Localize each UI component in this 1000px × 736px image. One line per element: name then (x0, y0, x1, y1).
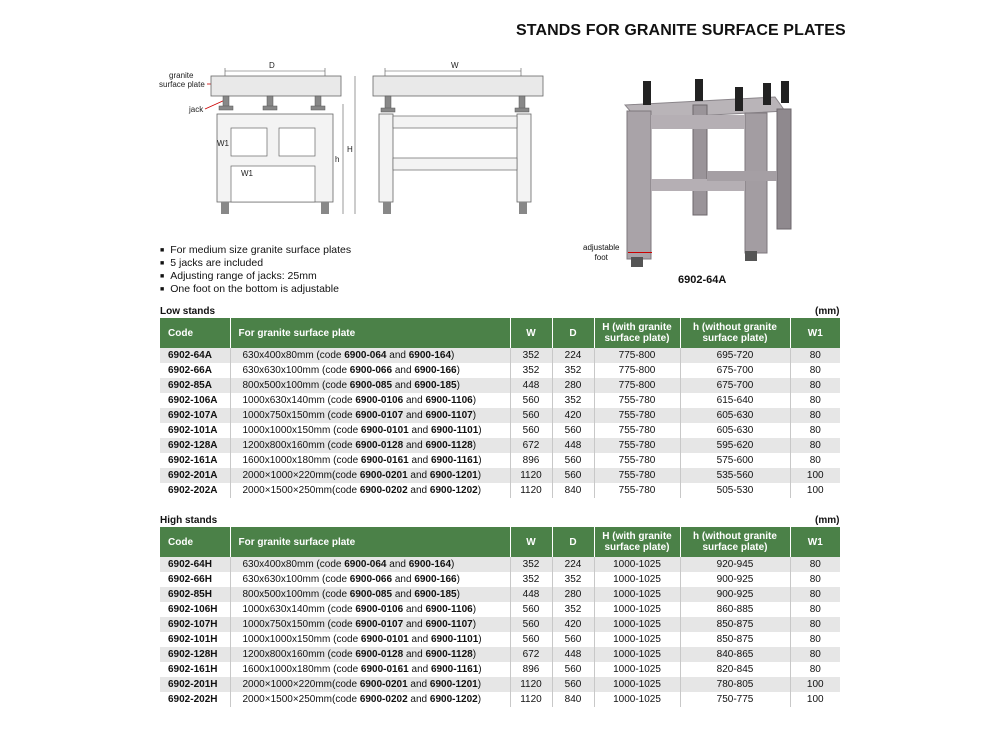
cell-H: 775-800 (594, 348, 680, 363)
table-row (160, 423, 840, 438)
cell-code: 6902-64H (160, 557, 230, 572)
table-row (160, 348, 840, 363)
cell-H: 1000-1025 (594, 662, 680, 677)
surface-plate-label: surface plate (159, 80, 205, 89)
col-d: D (552, 527, 594, 557)
cell-code: 6902-161H (160, 662, 230, 677)
cell-h: 505-530 (680, 483, 790, 498)
cell-plate: 2000×1500×250mm(code 6900-0202 and 6900-1202) (230, 692, 510, 707)
dim-h-label: h (335, 155, 340, 164)
cell-w1: 80 (790, 662, 840, 677)
jack-label: jack (189, 105, 204, 114)
cell-h: 595-620 (680, 438, 790, 453)
cell-w: 1120 (510, 692, 552, 707)
cell-w: 560 (510, 408, 552, 423)
cell-H: 755-780 (594, 393, 680, 408)
cell-w: 448 (510, 587, 552, 602)
dim-D-label: D (269, 61, 275, 70)
cell-H: 755-780 (594, 468, 680, 483)
cell-h: 615-640 (680, 393, 790, 408)
foot-pointer-line (628, 252, 652, 253)
cell-h: 920-945 (680, 557, 790, 572)
cell-h: 850-875 (680, 632, 790, 647)
cell-plate: 1000x630x140mm (code 6900-0106 and 6900-1106) (230, 393, 510, 408)
cell-d: 280 (552, 378, 594, 393)
cell-w: 560 (510, 602, 552, 617)
cell-plate: 2000×1000×220mm(code 6900-0201 and 6900-1201) (230, 468, 510, 483)
cell-plate: 2000×1000×220mm(code 6900-0201 and 6900-1201) (230, 677, 510, 692)
photo-code-label: 6902-64A (678, 274, 727, 286)
cell-w1: 80 (790, 602, 840, 617)
cell-h: 900-925 (680, 572, 790, 587)
cell-H: 775-800 (594, 363, 680, 378)
cell-d: 280 (552, 587, 594, 602)
cell-w: 352 (510, 348, 552, 363)
table-row (160, 363, 840, 378)
cell-H: 1000-1025 (594, 587, 680, 602)
cell-w: 560 (510, 393, 552, 408)
cell-w: 352 (510, 572, 552, 587)
feature-item: ■ One foot on the bottom is adjustable (160, 283, 351, 296)
col-w1: W1 (790, 318, 840, 348)
cell-w1: 80 (790, 378, 840, 393)
cell-w: 672 (510, 438, 552, 453)
high-stands-heading: High stands (160, 515, 218, 526)
cell-code: 6902-128A (160, 438, 230, 453)
cell-H: 1000-1025 (594, 557, 680, 572)
cell-H: 1000-1025 (594, 692, 680, 707)
cell-w1: 80 (790, 453, 840, 468)
cell-plate: 1600x1000x180mm (code 6900-0161 and 6900-1161) (230, 662, 510, 677)
cell-h: 780-805 (680, 677, 790, 692)
cell-H: 755-780 (594, 423, 680, 438)
cell-code: 6902-85A (160, 378, 230, 393)
col-w: W (510, 318, 552, 348)
table-row (160, 587, 840, 602)
table-row (160, 662, 840, 677)
stand-technical-drawing (155, 58, 555, 228)
cell-plate: 1000x630x140mm (code 6900-0106 and 6900-1106) (230, 602, 510, 617)
col-H: H (with granite surface plate) (594, 318, 680, 348)
feature-item: ■ For medium size granite surface plates (160, 244, 351, 257)
cell-w1: 80 (790, 647, 840, 662)
table-row (160, 378, 840, 393)
cell-d: 560 (552, 632, 594, 647)
cell-H: 1000-1025 (594, 617, 680, 632)
adjustable-foot-label (583, 243, 619, 263)
cell-w1: 100 (790, 483, 840, 498)
cell-H: 755-780 (594, 408, 680, 423)
table-row (160, 483, 840, 498)
foot-label-line2: foot (594, 253, 608, 262)
cell-h: 675-700 (680, 363, 790, 378)
cell-h: 575-600 (680, 453, 790, 468)
col-w: W (510, 527, 552, 557)
cell-h: 840-865 (680, 647, 790, 662)
table-row (160, 393, 840, 408)
cell-code: 6902-107H (160, 617, 230, 632)
cell-d: 420 (552, 617, 594, 632)
cell-w: 560 (510, 632, 552, 647)
cell-d: 352 (552, 572, 594, 587)
dim-W1-label-2: W1 (241, 169, 253, 178)
table-row (160, 453, 840, 468)
cell-plate: 630x400x80mm (code 6900-064 and 6900-164) (230, 348, 510, 363)
cell-H: 1000-1025 (594, 572, 680, 587)
front-plate (373, 76, 543, 96)
cell-H: 755-780 (594, 453, 680, 468)
cell-code: 6902-106H (160, 602, 230, 617)
high-stands-table (160, 527, 840, 707)
cell-w1: 80 (790, 423, 840, 438)
cell-plate: 800x500x100mm (code 6900-085 and 6900-185) (230, 587, 510, 602)
low-stands-heading: Low stands (160, 306, 216, 317)
cell-d: 560 (552, 453, 594, 468)
cell-code: 6902-101H (160, 632, 230, 647)
cell-w: 672 (510, 647, 552, 662)
cell-d: 560 (552, 677, 594, 692)
col-plate: For granite surface plate (230, 318, 510, 348)
cell-H: 755-780 (594, 438, 680, 453)
cell-w: 1120 (510, 468, 552, 483)
cell-w: 448 (510, 378, 552, 393)
table-row (160, 468, 840, 483)
cell-w1: 80 (790, 438, 840, 453)
cell-h: 675-700 (680, 378, 790, 393)
cell-H: 1000-1025 (594, 602, 680, 617)
cell-w1: 80 (790, 617, 840, 632)
dim-W1-label-1: W1 (217, 139, 229, 148)
col-H: H (with granite surface plate) (594, 527, 680, 557)
cell-plate: 1000x1000x150mm (code 6900-0101 and 6900-1101) (230, 423, 510, 438)
table-row (160, 557, 840, 572)
cell-w: 560 (510, 423, 552, 438)
granite-label: granite (169, 71, 194, 80)
cell-code: 6902-106A (160, 393, 230, 408)
low-stands-table (160, 318, 840, 498)
cell-h: 820-845 (680, 662, 790, 677)
cell-H: 1000-1025 (594, 632, 680, 647)
cell-plate: 630x630x100mm (code 6900-066 and 6900-166) (230, 363, 510, 378)
cell-w: 896 (510, 662, 552, 677)
cell-w1: 80 (790, 393, 840, 408)
cell-d: 352 (552, 393, 594, 408)
cell-w: 352 (510, 557, 552, 572)
cell-d: 352 (552, 363, 594, 378)
col-d: D (552, 318, 594, 348)
cell-w: 1120 (510, 483, 552, 498)
col-plate: For granite surface plate (230, 527, 510, 557)
cell-d: 840 (552, 692, 594, 707)
cell-d: 448 (552, 647, 594, 662)
cell-H: 1000-1025 (594, 677, 680, 692)
cell-plate: 630x630x100mm (code 6900-066 and 6900-166) (230, 572, 510, 587)
cell-w1: 80 (790, 363, 840, 378)
cell-w1: 80 (790, 348, 840, 363)
cell-h: 860-885 (680, 602, 790, 617)
cell-plate: 630x400x80mm (code 6900-064 and 6900-164) (230, 557, 510, 572)
cell-d: 224 (552, 348, 594, 363)
cell-d: 840 (552, 483, 594, 498)
cell-plate: 1200x800x160mm (code 6900-0128 and 6900-1128) (230, 647, 510, 662)
cell-h: 900-925 (680, 587, 790, 602)
table-row (160, 572, 840, 587)
cell-d: 352 (552, 602, 594, 617)
cell-H: 1000-1025 (594, 647, 680, 662)
cell-w: 352 (510, 363, 552, 378)
cell-h: 535-560 (680, 468, 790, 483)
table-row (160, 617, 840, 632)
col-h: h (without granite surface plate) (680, 527, 790, 557)
cell-code: 6902-201A (160, 468, 230, 483)
table-row (160, 647, 840, 662)
cell-w1: 80 (790, 587, 840, 602)
cell-w1: 80 (790, 557, 840, 572)
cell-code: 6902-128H (160, 647, 230, 662)
table-row (160, 602, 840, 617)
col-code: Code (160, 527, 230, 557)
cell-w1: 100 (790, 468, 840, 483)
cell-h: 695-720 (680, 348, 790, 363)
cell-code: 6902-161A (160, 453, 230, 468)
cell-h: 605-630 (680, 408, 790, 423)
cell-code: 6902-66H (160, 572, 230, 587)
table-row (160, 438, 840, 453)
cell-h: 850-875 (680, 617, 790, 632)
table-row (160, 677, 840, 692)
cell-plate: 800x500x100mm (code 6900-085 and 6900-185) (230, 378, 510, 393)
col-h: h (without granite surface plate) (680, 318, 790, 348)
feature-list (160, 244, 351, 296)
col-code: Code (160, 318, 230, 348)
cell-code: 6902-107A (160, 408, 230, 423)
cell-w: 896 (510, 453, 552, 468)
dim-H-label: H (347, 145, 353, 154)
cell-d: 560 (552, 468, 594, 483)
cell-plate: 1200x800x160mm (code 6900-0128 and 6900-1128) (230, 438, 510, 453)
cell-H: 755-780 (594, 483, 680, 498)
col-w1: W1 (790, 527, 840, 557)
cell-code: 6902-202H (160, 692, 230, 707)
side-plate (211, 76, 341, 96)
foot-label-line1: adjustable (583, 243, 620, 252)
cell-w1: 80 (790, 408, 840, 423)
table-row (160, 408, 840, 423)
cell-H: 775-800 (594, 378, 680, 393)
cell-w: 560 (510, 617, 552, 632)
cell-plate: 1600x1000x180mm (code 6900-0161 and 6900-1161) (230, 453, 510, 468)
cell-plate: 2000×1500×250mm(code 6900-0202 and 6900-1202) (230, 483, 510, 498)
cell-d: 560 (552, 662, 594, 677)
table-row (160, 692, 840, 707)
cell-w: 1120 (510, 677, 552, 692)
cell-h: 750-775 (680, 692, 790, 707)
cell-d: 224 (552, 557, 594, 572)
feature-item: ■ 5 jacks are included (160, 257, 351, 270)
page-title: STANDS FOR GRANITE SURFACE PLATES (516, 22, 846, 39)
cell-plate: 1000x750x150mm (code 6900-0107 and 6900-1107) (230, 408, 510, 423)
low-unit-label: (mm) (815, 306, 840, 317)
cell-d: 448 (552, 438, 594, 453)
cell-code: 6902-64A (160, 348, 230, 363)
table-row (160, 632, 840, 647)
cell-d: 420 (552, 408, 594, 423)
cell-code: 6902-201H (160, 677, 230, 692)
cell-w1: 100 (790, 677, 840, 692)
cell-plate: 1000x750x150mm (code 6900-0107 and 6900-1107) (230, 617, 510, 632)
cell-code: 6902-66A (160, 363, 230, 378)
cell-code: 6902-85H (160, 587, 230, 602)
high-unit-label: (mm) (815, 515, 840, 526)
feature-item: ■ Adjusting range of jacks: 25mm (160, 270, 351, 283)
cell-code: 6902-101A (160, 423, 230, 438)
dim-W-label: W (451, 61, 459, 70)
cell-h: 605-630 (680, 423, 790, 438)
cell-d: 560 (552, 423, 594, 438)
cell-w1: 100 (790, 692, 840, 707)
cell-code: 6902-202A (160, 483, 230, 498)
cell-w1: 80 (790, 632, 840, 647)
cell-w1: 80 (790, 572, 840, 587)
cell-plate: 1000x1000x150mm (code 6900-0101 and 6900-1101) (230, 632, 510, 647)
